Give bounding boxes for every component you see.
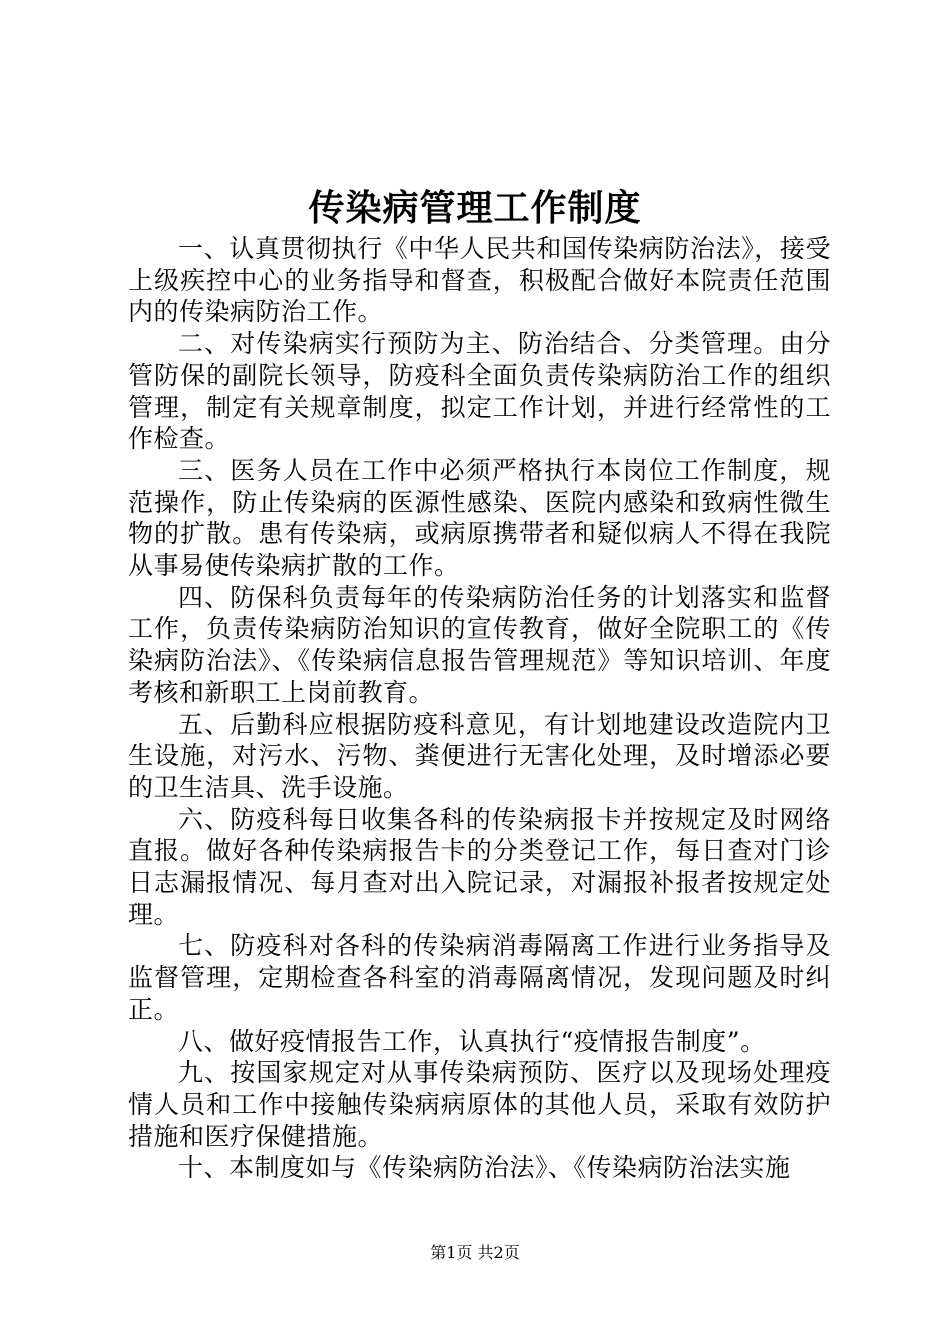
paragraph-2: 二、对传染病实行预防为主、防治结合、分类管理。由分管防保的副院长领导，防疫科全面负责传染病防治工作的组织管理，制定有关规章制度，拟定工作计划，并进行经常性的工作检查。 <box>128 329 831 454</box>
paragraph-7: 七、防疫科对各科的传染病消毒隔离工作进行业务指导及监督管理，定期检查各科室的消毒隔离情况，发现问题及时纠正。 <box>128 931 831 1024</box>
paragraph-8: 八、做好疫情报告工作，认真执行“疫情报告制度”。 <box>178 1026 766 1056</box>
document-body <box>128 233 831 1184</box>
paragraph-3: 三、医务人员在工作中必须严格执行本岗位工作制度，规范操作，防止传染病的医源性感染、医院内感染和致病性微生物的扩散。患有传染病，或病原携带者和疑似病人不得在我院从事易使传染病扩散的工作。 <box>128 455 831 581</box>
document-title: 传染病管理工作制度 <box>308 187 642 229</box>
paragraph-9: 九、按国家规定对从事传染病预防、医疗以及现场处理疫情人员和工作中接触传染病病原体的其他人员，采取有效防护措施和医疗保健措施。 <box>128 1058 831 1151</box>
paragraph-6: 六、防疫科每日收集各科的传染病报卡并按规定及时网络直报。做好各种传染病报告卡的分类登记工作，每日查对门诊日志漏报情况、每月查对出入院记录，对漏报补报者按规定处理。 <box>128 804 831 929</box>
paragraph-10: 十、本制度如与《传染病防治法》、《传染病防治法实施 <box>178 1153 791 1183</box>
paragraph-5: 五、后勤科应根据防疫科意见，有计划地建设改造院内卫生设施，对污水、污物、粪便进行无害化处理，及时增添必要的卫生洁具、洗手设施。 <box>128 709 831 802</box>
page-number-footer: 第1页 共2页 <box>430 1243 520 1262</box>
paragraph-1: 一、认真贯彻执行《中华人民共和国传染病防治法》，接受上级疾控中心的业务指导和督查，积极配合做好本院责任范围内的传染病防治工作。 <box>128 234 831 327</box>
paragraph-4: 四、防保科负责每年的传染病防治任务的计划落实和监督工作，负责传染病防治知识的宣传教育，做好全院职工的《传染病防治法》、《传染病信息报告管理规范》等知识培训、年度考核和新职工上岗前教育。 <box>128 582 831 707</box>
